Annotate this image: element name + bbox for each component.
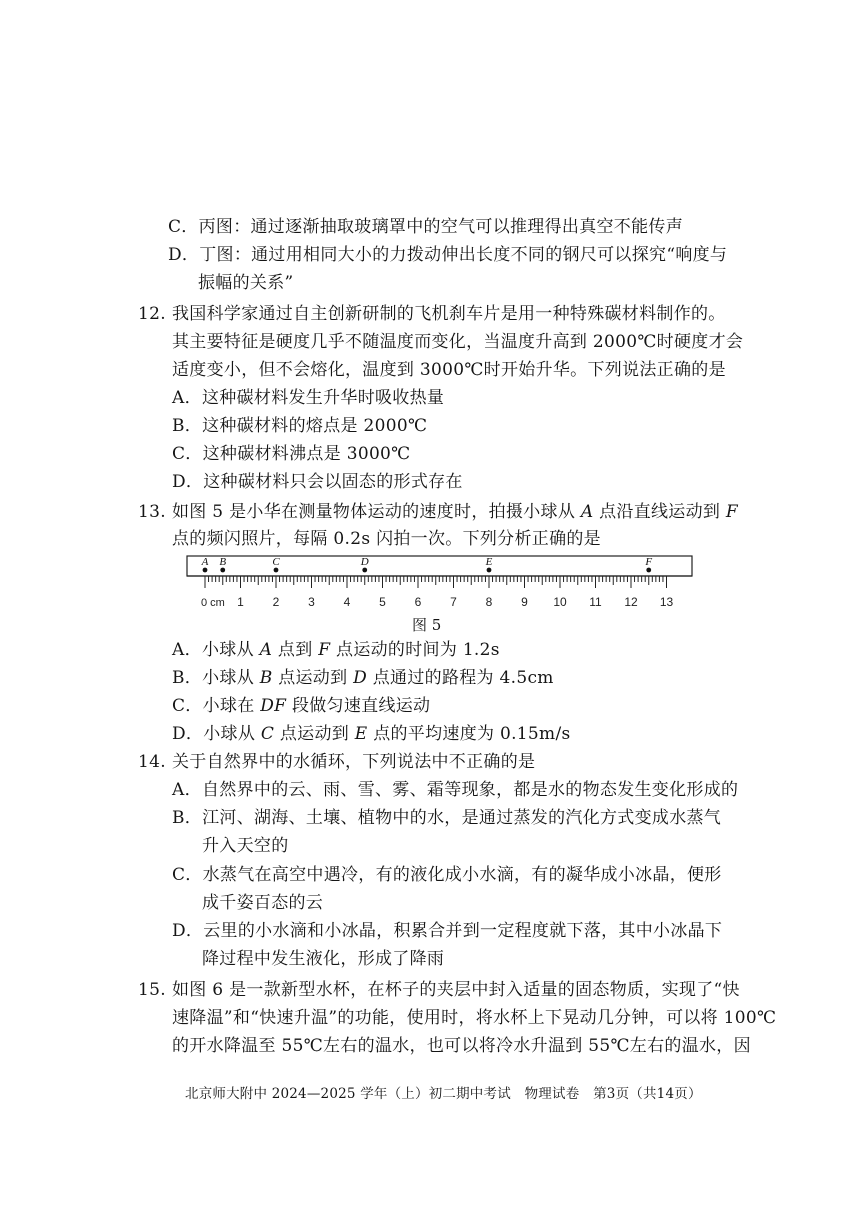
q14-option-c-cont: 成千姿百态的云 <box>202 893 324 913</box>
q14-stem: 14. 关于自然界中的水循环，下列说法中不正确的是 <box>138 752 536 772</box>
ruler-tick-label: 1 <box>237 595 244 609</box>
q15-stem-line-1: 15. 如图 6 是一款新型水杯，在杯子的夹层中封入适量的固态物质，实现了“快 <box>138 980 740 1000</box>
q14-option-b-cont: 升入天空的 <box>202 836 289 856</box>
q12-stem-line-2: 其主要特征是硬度几乎不随温度而变化，当温度升高到 2000℃时硬度才会 <box>172 332 744 352</box>
q13-option-b: B．小球从 B 点运动到 D 点通过的路程为 4.5cm <box>172 668 554 688</box>
q12-stem-line-3: 适度变小，但不会熔化，温度到 3000℃时开始升华。下列说法正确的是 <box>172 360 726 380</box>
ball-point-c <box>274 568 279 573</box>
q11-option-d-cont: 振幅的关系” <box>198 273 294 293</box>
ruler-tick-label: 3 <box>308 595 315 609</box>
ruler-tick-label: 9 <box>521 595 528 609</box>
ball-label-f: F <box>645 556 653 568</box>
page-footer: 北京师大附中 2024—2025 学年（上）初二期中考试 物理试卷 第3页（共14页） <box>185 1086 702 1102</box>
q12-option-c: C．这种碳材料沸点是 3000℃ <box>172 444 411 464</box>
ball-label-c: C <box>272 556 280 568</box>
ruler-tick-label: 8 <box>485 595 493 609</box>
q12-option-a: A．这种碳材料发生升华时吸收热量 <box>172 388 445 408</box>
q14-option-d-cont: 降过程中发生液化，形成了降雨 <box>202 949 445 969</box>
figure-5-ruler <box>180 550 700 622</box>
ruler-tick-label: 12 <box>624 595 638 609</box>
q12-number: 12. <box>138 304 166 324</box>
q13-option-d: D．小球从 C 点运动到 E 点的平均速度为 0.15m/s <box>172 724 571 744</box>
q12-option-d: D．这种碳材料只会以固态的形式存在 <box>172 472 463 492</box>
ruler-frame <box>187 556 692 576</box>
ball-label-d: D <box>360 556 369 568</box>
ball-point-d <box>362 568 367 573</box>
ruler-tick-label: 11 <box>589 595 602 609</box>
ruler-tick-label: 4 <box>343 595 351 609</box>
ball-label-b: B <box>219 556 227 568</box>
ball-point-e <box>487 568 492 573</box>
ruler-tick-label: 2 <box>272 595 280 609</box>
q12-stem-line-1: 12. 我国科学家通过自主创新研制的飞机刹车片是用一种特殊碳材料制作的。 <box>138 304 726 324</box>
ruler-tick-label: 13 <box>659 595 674 609</box>
q11-option-c: C．丙图：通过逐渐抽取玻璃罩中的空气可以推理得出真空不能传声 <box>168 217 684 237</box>
ruler-tick-label: 6 <box>414 595 422 609</box>
ball-label-a: A <box>201 556 209 568</box>
q13-option-a: A．小球从 A 点到 F 点运动的时间为 1.2s <box>172 640 500 660</box>
q14-number: 14. <box>138 752 166 772</box>
ruler-tick-label: 5 <box>379 595 386 609</box>
q14-option-a: A．自然界中的云、雨、雪、雾、霜等现象，都是水的物态发生变化形成的 <box>172 780 739 800</box>
ruler-tick-label: 7 <box>450 595 457 609</box>
ball-label-e: E <box>485 556 493 568</box>
q14-option-b: B．江河、湖海、土壤、植物中的水，是通过蒸发的汽化方式变成水蒸气 <box>172 808 722 828</box>
ball-point-a <box>203 568 208 573</box>
q13-number: 13. <box>138 502 166 522</box>
ruler-tick-label: 10 <box>553 595 567 609</box>
q13-stem-line-2: 点的频闪照片，每隔 0.2s 闪拍一次。下列分析正确的是 <box>172 529 601 549</box>
q11-option-d: D．丁图：通过用相同大小的力拨动伸出长度不同的钢尺可以探究“响度与 <box>168 245 728 265</box>
figure-5-caption: 图 5 <box>412 616 442 634</box>
ruler-unit-label: 0 cm <box>201 597 225 609</box>
ball-point-f <box>646 568 651 573</box>
q14-option-c: C．水蒸气在高空中遇冷，有的液化成小水滴，有的凝华成小冰晶，便形 <box>172 865 722 885</box>
q15-stem-line-2: 速降温”和“快速升温”的功能，使用时，将水杯上下晃动几分钟，可以将 100℃ <box>172 1008 777 1028</box>
q12-option-b: B．这种碳材料的熔点是 2000℃ <box>172 416 428 436</box>
q15-number: 15. <box>138 980 166 1000</box>
ball-point-b <box>220 568 225 573</box>
q13-option-c: C．小球在 DF 段做匀速直线运动 <box>172 696 431 716</box>
q13-stem-line-1: 13. 如图 5 是小华在测量物体运动的速度时，拍摄小球从 A 点沿直线运动到 F <box>138 502 739 522</box>
q14-option-d: D．云里的小水滴和小冰晶，积累合并到一定程度就下落，其中小冰晶下 <box>172 921 723 941</box>
q15-stem-line-3: 的开水降温至 55℃左右的温水，也可以将冷水升温到 55℃左右的温水，因 <box>172 1036 751 1056</box>
